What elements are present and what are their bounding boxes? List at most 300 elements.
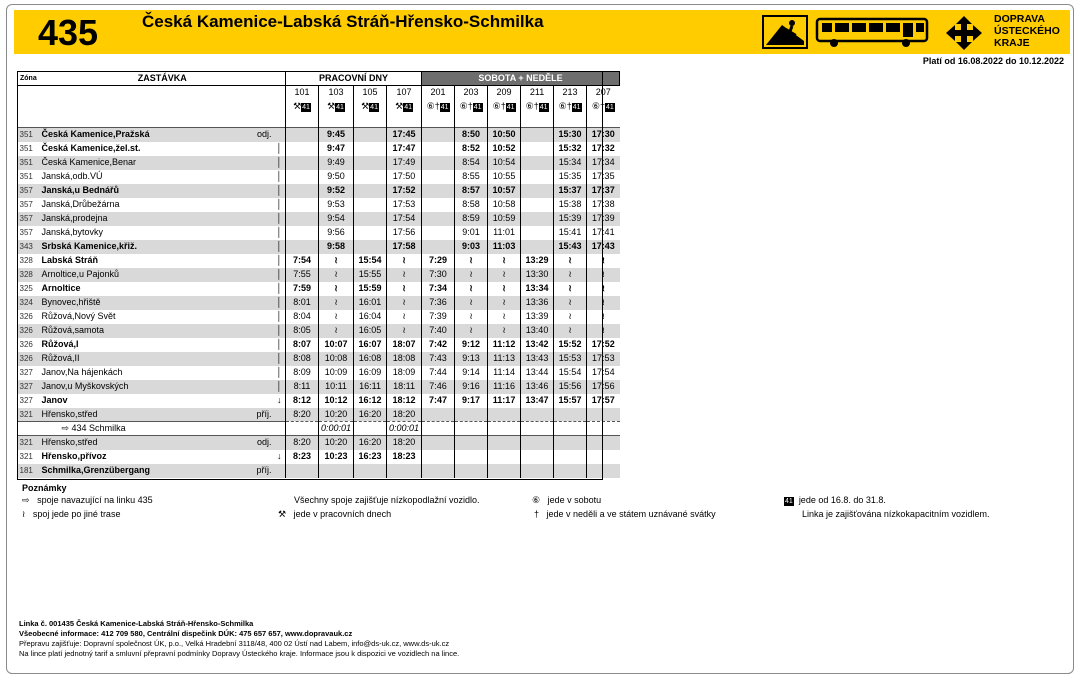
departure-time: ≀	[455, 324, 488, 338]
departure-time: 13:40	[521, 324, 554, 338]
departure-time: ≀	[455, 268, 488, 282]
zone-cell: 181	[18, 464, 40, 478]
departure-time: 17:56	[587, 380, 620, 394]
departure-time: 7:46	[422, 380, 455, 394]
direction-arrow: │	[276, 283, 283, 293]
departure-time: ≀	[387, 310, 422, 324]
departure-time	[354, 422, 387, 436]
direction-arrow: │	[274, 212, 286, 226]
departure-time: 8:55	[455, 170, 488, 184]
stop-mark	[250, 142, 274, 156]
zone-cell: 357	[18, 212, 40, 226]
zone-cell: 351	[18, 156, 40, 170]
departure-time	[422, 450, 455, 464]
stop-mark	[250, 170, 274, 184]
departure-time: ≀	[488, 310, 521, 324]
departure-time: 11:03	[488, 240, 521, 254]
departure-time	[422, 240, 455, 254]
direction-arrow: │	[276, 255, 283, 265]
stop-row	[18, 268, 620, 282]
departure-time: 17:30	[587, 128, 620, 142]
departure-time: 9:52	[319, 184, 354, 198]
departure-time	[422, 156, 455, 170]
departure-time: ≀	[319, 282, 354, 296]
stop-name: Janská,u Bednářů	[40, 184, 250, 198]
departure-time	[554, 436, 587, 450]
weekend-header: SOBOTA + NEDĚLE	[422, 72, 620, 86]
stop-row	[18, 366, 620, 380]
direction-arrow: │	[274, 352, 286, 366]
zone-cell: 326	[18, 324, 40, 338]
note-low-capacity: Linka je zajišťována nízkokapacitním vozidlem.	[802, 509, 990, 519]
departure-time	[521, 436, 554, 450]
stop-mark: odj.	[250, 128, 274, 142]
departure-time: 7:40	[422, 324, 455, 338]
departure-time: 9:56	[319, 226, 354, 240]
departure-time: 11:17	[488, 394, 521, 408]
departure-time	[422, 198, 455, 212]
stop-mark	[250, 450, 274, 464]
stop-name: Janov,Na hájenkách	[41, 367, 123, 377]
direction-arrow: │	[274, 156, 286, 170]
zone-header: Zóna	[18, 72, 40, 86]
footer-tariff: Na lince platí jednotný tarif a smluvní přepravní podmínky Dopravy Ústeckého kraje. Informace jsou k dispozici ve vozidlech na lince.	[19, 649, 460, 658]
departure-time: 18:09	[387, 366, 422, 380]
stop-name: Schmilka,Grenzübergang	[40, 464, 250, 478]
departure-time: ≀	[488, 282, 521, 296]
departure-time	[554, 422, 587, 436]
departure-time: 10:57	[488, 184, 521, 198]
departure-time	[521, 240, 554, 254]
stop-name: Hřensko,střed	[40, 436, 250, 450]
departure-time	[488, 450, 521, 464]
footer-line-id: Linka č. 001435 Česká Kamenice-Labská Stráň-Hřensko-Schmilka	[19, 619, 254, 628]
trip-code: ⑥†41	[521, 100, 554, 114]
stop-row	[18, 156, 620, 170]
departure-time: 10:55	[488, 170, 521, 184]
departure-time	[422, 436, 455, 450]
stop-name: Arnoltice	[41, 283, 81, 293]
stop-mark	[250, 268, 274, 282]
stop-mark	[250, 422, 274, 436]
departure-time: 13:29	[521, 254, 554, 268]
departure-time: 17:52	[587, 338, 620, 352]
departure-time: 9:03	[455, 240, 488, 254]
zone-cell: 351	[19, 144, 33, 153]
bus-icon	[814, 15, 932, 49]
departure-time: 13:36	[521, 296, 554, 310]
departure-time	[521, 128, 554, 142]
zone-cell	[18, 422, 40, 436]
stop-name: Janská,odb.VÚ	[41, 171, 103, 181]
zone-cell: 321	[18, 408, 40, 422]
departure-time: 8:52	[455, 142, 488, 156]
trip-number: 107	[387, 86, 422, 100]
departure-time	[422, 408, 455, 422]
stop-name: Česká Kamenice,Pražská	[40, 128, 250, 142]
trip-code: ⚒41	[319, 100, 354, 114]
zone-cell: 326	[19, 312, 33, 321]
stop-name: Janov,u Myškovských	[40, 380, 250, 394]
departure-time: 8:23	[286, 450, 319, 464]
departure-time: ≀	[587, 310, 620, 324]
stop-row	[18, 436, 620, 450]
departure-time: ≀	[554, 324, 587, 338]
departure-time: 11:16	[488, 380, 521, 394]
departure-time: 7:43	[422, 352, 455, 366]
stop-row	[18, 282, 620, 296]
departure-time	[286, 198, 319, 212]
departure-time	[587, 422, 620, 436]
departure-time: 15:52	[554, 338, 587, 352]
direction-arrow	[274, 408, 286, 422]
stop-name: Bynovec,hřiště	[40, 296, 250, 310]
trip-number: 101	[286, 86, 319, 100]
trip-code: ⚒41	[286, 100, 319, 114]
departure-time: 17:53	[387, 198, 422, 212]
departure-time	[587, 408, 620, 422]
trip-number: 209	[488, 86, 521, 100]
departure-time: 7:30	[422, 268, 455, 282]
stop-mark	[250, 380, 274, 394]
departure-time: 9:49	[319, 156, 354, 170]
departure-time: 10:59	[488, 212, 521, 226]
stop-row	[18, 408, 620, 422]
departure-time: 17:50	[387, 170, 422, 184]
departure-time	[354, 156, 387, 170]
stop-name: Růžová,samota	[40, 324, 250, 338]
stop-mark: příj.	[250, 464, 274, 478]
trip-number: 211	[521, 86, 554, 100]
departure-time	[286, 464, 319, 478]
departure-time: 13:46	[521, 380, 554, 394]
direction-arrow: │	[276, 339, 283, 349]
departure-time: 15:55	[354, 268, 387, 282]
departure-time: ≀	[587, 254, 620, 268]
departure-time: 10:58	[488, 198, 521, 212]
departure-time: 17:49	[387, 156, 422, 170]
departure-time: 16:07	[354, 338, 387, 352]
departure-time: 8:57	[455, 184, 488, 198]
departure-time: 16:11	[354, 380, 387, 394]
stop-name: Růžová,I	[41, 339, 79, 349]
departure-time: 17:39	[587, 212, 620, 226]
trip-number: 203	[455, 86, 488, 100]
departure-time: 10:52	[488, 142, 521, 156]
departure-time: ≀	[319, 268, 354, 282]
departure-time: 9:13	[455, 352, 488, 366]
direction-arrow	[274, 464, 286, 478]
departure-time	[354, 240, 387, 254]
note-saturday: ⑥ jede v sobotu	[532, 495, 602, 505]
departure-time	[455, 408, 488, 422]
departure-time: ≀	[455, 282, 488, 296]
direction-arrow: ↓	[277, 395, 282, 405]
header-bar	[14, 10, 1070, 54]
stop-name: Růžová,II	[40, 352, 250, 366]
departure-time: 17:57	[587, 394, 620, 408]
stop-name: Česká Kamenice,Benar	[40, 156, 250, 170]
departure-time: 7:34	[422, 282, 455, 296]
direction-arrow: │	[274, 324, 286, 338]
departure-time: 13:43	[521, 352, 554, 366]
departure-time	[422, 226, 455, 240]
departure-time: 16:12	[354, 394, 387, 408]
departure-time: 17:34	[587, 156, 620, 170]
trip-code: ⚒41	[387, 100, 422, 114]
departure-time: 7:54	[286, 254, 319, 268]
stop-mark	[250, 352, 274, 366]
departure-time: 9:12	[455, 338, 488, 352]
stop-name: Janov	[41, 395, 68, 405]
departure-time: ≀	[319, 296, 354, 310]
zone-cell: 328	[18, 268, 40, 282]
route-title: Česká Kamenice-Labská Stráň-Hřensko-Schmilka	[142, 12, 544, 31]
departure-time: 16:23	[354, 450, 387, 464]
stop-row	[18, 170, 620, 184]
departure-time: 7:44	[422, 366, 455, 380]
stop-row	[18, 310, 620, 324]
departure-time: ≀	[387, 296, 422, 310]
departure-time: 18:23	[387, 450, 422, 464]
departure-time: 10:50	[488, 128, 521, 142]
departure-time	[455, 436, 488, 450]
trip-number: 105	[354, 86, 387, 100]
departure-time: 7:29	[422, 254, 455, 268]
departure-time	[286, 128, 319, 142]
departure-time: 17:32	[587, 142, 620, 156]
departure-time: ≀	[387, 324, 422, 338]
stop-name: Srbská Kamenice,křiž.	[40, 240, 250, 254]
departure-time: 0:00:01	[319, 422, 354, 436]
departure-time: 15:34	[554, 156, 587, 170]
departure-time	[286, 184, 319, 198]
departure-time	[286, 422, 319, 436]
stop-row	[18, 254, 620, 268]
departure-time	[354, 170, 387, 184]
departure-time: 17:53	[587, 352, 620, 366]
departure-time: 7:36	[422, 296, 455, 310]
departure-time: 15:53	[554, 352, 587, 366]
stop-name: Labská Stráň	[41, 255, 99, 265]
stop-mark	[250, 310, 274, 324]
departure-time	[488, 436, 521, 450]
stop-mark	[250, 324, 274, 338]
stop-mark	[250, 254, 274, 268]
departure-time: 8:07	[286, 338, 319, 352]
departure-time: 9:17	[455, 394, 488, 408]
departure-time	[521, 212, 554, 226]
departure-time	[521, 142, 554, 156]
logo-text: DOPRAVA ÚSTECKÉHO KRAJE	[994, 13, 1060, 49]
departure-time	[554, 408, 587, 422]
departure-time: 17:38	[587, 198, 620, 212]
departure-time: 7:59	[286, 282, 319, 296]
departure-time	[354, 198, 387, 212]
departure-time: 16:20	[354, 408, 387, 422]
stop-mark	[250, 394, 274, 408]
trip-code: ⑥†41	[422, 100, 455, 114]
timetable	[17, 71, 620, 478]
departure-time: 16:20	[354, 436, 387, 450]
departure-time: ≀	[554, 268, 587, 282]
departure-time: 18:07	[387, 338, 422, 352]
zone-cell: 326	[18, 352, 40, 366]
departure-time	[521, 156, 554, 170]
zone-cell: 328	[19, 256, 33, 265]
departure-time: 15:59	[354, 282, 387, 296]
stop-row	[18, 324, 620, 338]
stop-row	[18, 338, 620, 352]
departure-time: 13:30	[521, 268, 554, 282]
departure-time	[521, 226, 554, 240]
footer-info: Všeobecné informace: 412 709 580, Centrální dispečink DÚK: 475 657 657, www.dopravauk.cz	[19, 629, 353, 638]
departure-time: 18:20	[387, 408, 422, 422]
departure-time: 11:01	[488, 226, 521, 240]
departure-time: 18:11	[387, 380, 422, 394]
departure-time: 17:47	[387, 142, 422, 156]
note-workdays: ⚒ jede v pracovních dnech	[278, 509, 392, 519]
stop-mark	[250, 366, 274, 380]
departure-time	[521, 408, 554, 422]
departure-time	[455, 450, 488, 464]
departure-time: ≀	[387, 268, 422, 282]
trip-number-row	[18, 86, 620, 100]
departure-time: ≀	[387, 282, 422, 296]
direction-arrow	[274, 436, 286, 450]
zone-cell: 351	[18, 128, 40, 142]
stop-mark	[250, 226, 274, 240]
departure-time: ≀	[587, 324, 620, 338]
departure-time: ≀	[587, 296, 620, 310]
departure-time: 17:37	[587, 184, 620, 198]
zone-cell: 324	[18, 296, 40, 310]
departure-time	[286, 212, 319, 226]
departure-time: 0:00:01	[387, 422, 422, 436]
departure-time	[422, 170, 455, 184]
departure-time: 10:07	[319, 338, 354, 352]
departure-time	[455, 422, 488, 436]
departure-time	[422, 128, 455, 142]
direction-arrow: │	[276, 143, 283, 153]
departure-time: 9:16	[455, 380, 488, 394]
departure-time: 11:13	[488, 352, 521, 366]
stop-mark	[250, 184, 274, 198]
trip-number: 103	[319, 86, 354, 100]
stop-name: Hřensko,střed	[40, 408, 250, 422]
departure-time: 15:56	[554, 380, 587, 394]
departure-time: 7:47	[422, 394, 455, 408]
departure-time: 10:20	[319, 436, 354, 450]
departure-time: 8:08	[286, 352, 319, 366]
departure-time	[319, 464, 354, 478]
departure-time: ≀	[319, 254, 354, 268]
departure-time: 17:54	[387, 212, 422, 226]
stop-row	[18, 450, 620, 464]
departure-time: 9:45	[319, 128, 354, 142]
departure-time: ≀	[488, 324, 521, 338]
departure-time: 10:11	[319, 380, 354, 394]
stop-row	[18, 394, 620, 408]
stop-row	[18, 198, 620, 212]
departure-time: 11:12	[488, 338, 521, 352]
departure-time: 17:41	[587, 226, 620, 240]
departure-time: 17:45	[387, 128, 422, 142]
zone-cell: 357	[19, 228, 33, 237]
departure-time	[286, 156, 319, 170]
departure-time: 15:37	[554, 184, 587, 198]
stop-row	[18, 296, 620, 310]
departure-time: 9:50	[319, 170, 354, 184]
departure-time: 17:58	[387, 240, 422, 254]
footer	[19, 619, 459, 659]
departure-time	[286, 226, 319, 240]
zone-cell: 321	[18, 436, 40, 450]
departure-time: 7:42	[422, 338, 455, 352]
departure-time: ≀	[587, 268, 620, 282]
departure-time	[286, 170, 319, 184]
direction-arrow	[274, 422, 286, 436]
stop-mark	[250, 240, 274, 254]
departure-time: 16:05	[354, 324, 387, 338]
roadworks-icon	[762, 15, 808, 49]
departure-time	[521, 184, 554, 198]
stop-mark: odj.	[250, 436, 274, 450]
direction-arrow	[274, 128, 286, 142]
departure-time: 16:09	[354, 366, 387, 380]
note-period: 41 jede od 16.8. do 31.8.	[785, 495, 886, 505]
departure-time	[422, 184, 455, 198]
zone-cell: 327	[19, 396, 33, 405]
stop-name: Růžová,Nový Svět	[41, 311, 116, 321]
departure-time	[521, 464, 554, 478]
departure-time	[521, 170, 554, 184]
departure-time: 9:54	[319, 212, 354, 226]
departure-time	[587, 464, 620, 478]
departure-time: 15:41	[554, 226, 587, 240]
departure-time: 13:47	[521, 394, 554, 408]
workdays-header: PRACOVNÍ DNY	[286, 72, 422, 86]
departure-time: 13:34	[521, 282, 554, 296]
zone-cell: 321	[19, 452, 33, 461]
stop-header: ZASTÁVKA	[40, 72, 286, 86]
trip-code: ⑥†41	[488, 100, 521, 114]
departure-time: 8:01	[286, 296, 319, 310]
departure-time	[286, 142, 319, 156]
stop-name: Hřensko,přívoz	[41, 451, 107, 461]
note-sunday: † jede v neděli a ve státem uznávané svátky	[534, 509, 716, 519]
stop-row	[18, 240, 620, 254]
departure-time: ≀	[488, 268, 521, 282]
direction-arrow: │	[274, 268, 286, 282]
zone-cell: 326	[19, 340, 33, 349]
stop-mark: příj.	[250, 408, 274, 422]
stop-mark	[250, 338, 274, 352]
zone-cell: 357	[19, 200, 33, 209]
departure-time	[554, 450, 587, 464]
trip-code: ⑥†41	[554, 100, 587, 114]
stop-row	[18, 184, 620, 198]
departure-time: 15:35	[554, 170, 587, 184]
departure-time	[354, 128, 387, 142]
departure-time: 16:01	[354, 296, 387, 310]
departure-time	[587, 436, 620, 450]
footer-operator: Přepravu zajišťuje: Dopravní společnost ÚK, p.o., Velká Hradební 3118/48, 400 02 Ústí nad Labem, info@ds-uk.cz, www.ds-uk.cz	[19, 639, 450, 648]
departure-time: 8:50	[455, 128, 488, 142]
departure-time	[488, 464, 521, 478]
departure-time: ≀	[587, 282, 620, 296]
direction-arrow: │	[276, 171, 283, 181]
